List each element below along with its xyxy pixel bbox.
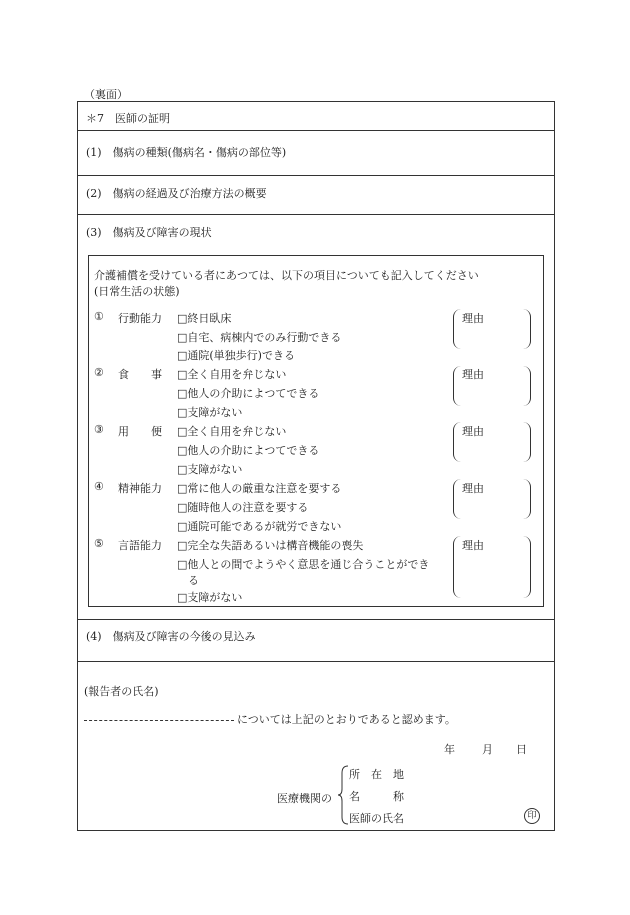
option-checkbox[interactable]: □全く自用を弁じない: [177, 425, 287, 438]
divider: [77, 130, 555, 131]
option-checkbox[interactable]: □支障がない: [177, 463, 243, 476]
item-name: 行動能力: [118, 312, 162, 325]
reason-label: 理由: [462, 368, 484, 381]
option-checkbox[interactable]: □支障がない: [177, 591, 243, 604]
reason-bracket-right: [522, 479, 531, 519]
reason-label: 理由: [462, 539, 484, 552]
divider: [77, 175, 555, 176]
option-checkbox[interactable]: □自宅、病棟内でのみ行動できる: [177, 331, 342, 344]
item-name: 用 便: [118, 425, 162, 438]
reason-bracket-right: [522, 422, 531, 462]
reason-bracket-left: [453, 309, 462, 349]
reason-bracket-right: [522, 309, 531, 349]
field-doctor-name: 医師の氏名: [349, 812, 404, 825]
option-checkbox[interactable]: □他人との間でようやく意思を通じ合うことができ: [177, 558, 430, 571]
section-title: ＊7 医師の証明: [86, 112, 170, 125]
option-checkbox[interactable]: □通院(単独歩行)できる: [177, 349, 295, 362]
option-checkbox[interactable]: □随時他人の注意を要する: [177, 501, 309, 514]
item-number: ③: [94, 423, 104, 436]
reason-bracket-left: [453, 536, 462, 598]
field-address: 所 在 地: [349, 768, 404, 781]
reporter-name-field[interactable]: [84, 720, 234, 721]
date-month: 月: [482, 743, 493, 756]
option-checkbox[interactable]: □他人の介助によつてできる: [177, 387, 320, 400]
reason-bracket-left: [453, 366, 462, 406]
care-note: 介護補償を受けている者にあつては、以下の項目についても記入してください: [94, 269, 479, 282]
option-checkbox[interactable]: □通院可能であるが就労できない: [177, 520, 342, 533]
item-name: 食 事: [118, 368, 162, 381]
reason-label: 理由: [462, 312, 484, 325]
certify-text: については上記のとおりであると認めます。: [237, 713, 456, 726]
option-continuation: る: [188, 574, 199, 587]
date-year: 年: [444, 743, 455, 756]
divider: [77, 661, 555, 662]
row-current-status: (3) 傷病及び障害の現状: [86, 226, 212, 239]
option-checkbox[interactable]: □支障がない: [177, 406, 243, 419]
reason-bracket-left: [453, 422, 462, 462]
reason-bracket-left: [453, 479, 462, 519]
reason-label: 理由: [462, 425, 484, 438]
seal-icon: 印: [524, 808, 540, 824]
daily-life-heading: (日常生活の状態): [94, 285, 180, 298]
divider: [77, 214, 555, 215]
item-number: ②: [94, 366, 104, 379]
row-injury-type: (1) 傷病の種類(傷病名・傷病の部位等): [86, 146, 287, 159]
institution-label: 医療機関の: [277, 792, 332, 805]
option-checkbox[interactable]: □全く自用を弁じない: [177, 368, 287, 381]
divider: [77, 619, 555, 620]
reason-bracket-right: [522, 536, 531, 598]
item-name: 言語能力: [118, 539, 162, 552]
reason-label: 理由: [462, 482, 484, 495]
page-label: （裏面）: [84, 88, 128, 101]
reporter-label: (報告者の氏名): [84, 685, 159, 698]
item-name: 精神能力: [118, 482, 162, 495]
option-checkbox[interactable]: □他人の介助によつてできる: [177, 444, 320, 457]
option-checkbox[interactable]: □完全な失語あるいは構音機能の喪失: [177, 539, 364, 552]
item-number: ①: [94, 310, 104, 323]
item-number: ④: [94, 480, 104, 493]
row-treatment-summary: (2) 傷病の経過及び治療方法の概要: [86, 187, 267, 200]
option-checkbox[interactable]: □常に他人の厳重な注意を要する: [177, 482, 342, 495]
field-name: 名 称: [349, 790, 404, 803]
row-prognosis: (4) 傷病及び障害の今後の見込み: [86, 630, 256, 643]
option-checkbox[interactable]: □終日臥床: [177, 312, 232, 325]
reason-bracket-right: [522, 366, 531, 406]
brace-icon: [337, 765, 349, 825]
date-day: 日: [516, 743, 527, 756]
item-number: ⑤: [94, 537, 104, 550]
